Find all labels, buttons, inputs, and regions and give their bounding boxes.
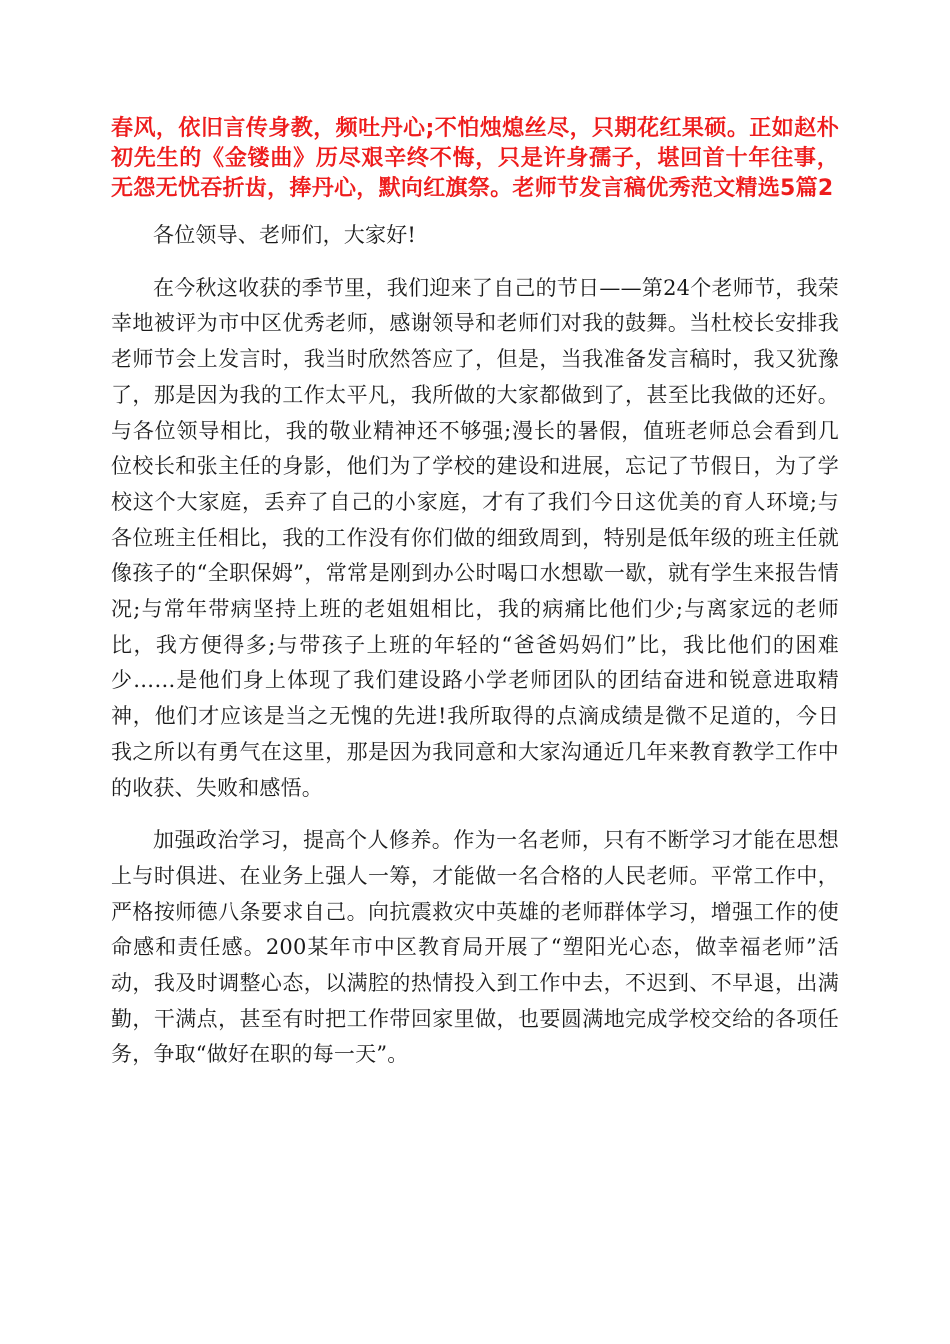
document-body — [111, 218, 839, 1090]
body-paragraph-1: 在今秋这收获的季节里，我们迎来了自己的节日——第24个老师节，我荣幸地被评为市中区优秀老师，感谢领导和老师们对我的鼓舞。当杜校长安排我老师节会上发言时，我当时欣然答应了，但是，当我准备发言稿时，我又犹豫了，那是因为我的工作太平凡，我所做的大家都做到了，甚至比我做的还好。与各位领导相比，我的敬业精神还不够强;漫长的暑假，值班老师总会看到几位校长和张主任的身影，他们为了学校的建设和进展，忘记了节假日，为了学校这个大家庭，丢弃了自己的小家庭，才有了我们今日这优美的育人环境;与各位班主任相比，我的工作没有你们做的细致周到，特别是低年级的班主任就像孩子的“全职保姆”，常常是刚到办公时喝口水想歇一歇，就有学生来报告情况;与常年带病坚持上班的老姐姐相比，我的病痛比他们少;与离家远的老师比，我方便得多;与带孩子上班的年轻的“爸爸妈妈们”比，我比他们的困难少……是他们身上体现了我们建设路小学老师团队的团结奋进和锐意进取精神，他们才应该是当之无愧的先进!我所取得的点滴成绩是微不足道的，今日我之所以有勇气在这里，那是因为我同意和大家沟通近几年来教育教学工作中的收获、失败和感悟。 — [111, 275, 839, 800]
document-heading: 春风，依旧言传身教，频吐丹心;不怕烛熄丝尽，只期花红果硕。正如赵朴初先生的《金镂曲》历尽艰辛终不悔，只是许身孺子，堪回首十年往事，无怨无忧吞折齿，捧丹心，默向红旗祭。老师节发言稿优秀范文精选5篇2 — [111, 116, 839, 201]
greeting-paragraph: 各位领导、老师们，大家好! — [153, 223, 417, 247]
body-paragraph-2: 加强政治学习，提高个人修养。作为一名老师，只有不断学习才能在思想上与时俱进、在业务上强人一筹，才能做一名合格的人民老师。平常工作中，严格按师德八条要求自己。向抗震救灾中英雄的老师群体学习，增强工作的使命感和责任感。200某年市中区教育局开展了“塑阳光心态，做幸福老师”活动，我及时调整心态，以满腔的热情投入到工作中去，不迟到、不早退，出满勤，干满点，甚至有时把工作带回家里做，也要圆满地完成学校交给的各项任务，争取“做好在职的每一天”。 — [111, 828, 839, 1067]
